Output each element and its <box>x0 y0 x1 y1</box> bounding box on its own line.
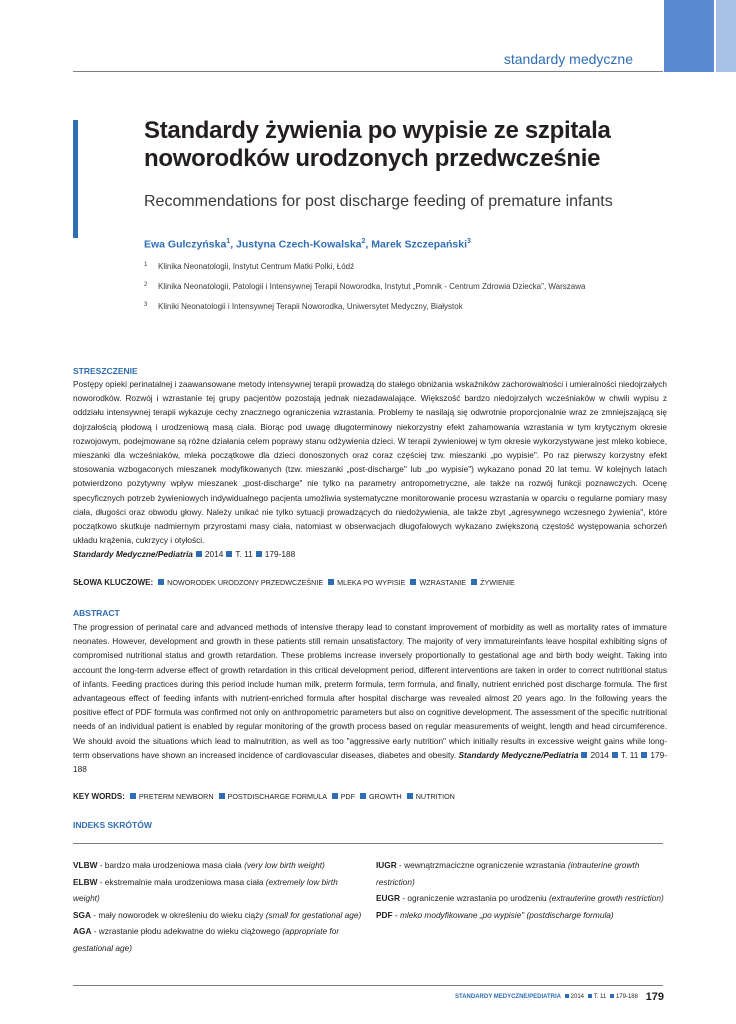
title-accent-bar <box>73 120 78 238</box>
title-line-1: Standardy żywienia po wypisie ze szpitala <box>144 117 611 144</box>
article-title <box>144 117 704 173</box>
square-bullet-icon <box>610 994 614 998</box>
square-bullet-icon <box>219 793 225 799</box>
square-bullet-icon <box>158 579 164 585</box>
streszczenie-keywords <box>73 578 515 587</box>
article-subtitle: Recommendations for post discharge feeding of premature infants <box>144 193 613 210</box>
square-bullet-icon <box>612 752 618 758</box>
abbreviation-desc: - wewnątrzmaciczne ograniczenie wzrastania <box>396 860 568 870</box>
corner-block-dark <box>664 0 714 72</box>
citation-pages: 179-188 <box>73 749 667 775</box>
author-list: Ewa Gulczyńska$^1$, Justyna Czech-Kowalska$^2$, Marek Szczepański$^3$ <box>144 238 471 251</box>
page-footer <box>455 991 664 1003</box>
abbreviation-key: SGA <box>73 909 91 920</box>
footer-pages: 179-188 <box>615 994 638 1000</box>
citation-volume: T. 11 <box>620 749 639 760</box>
square-bullet-icon <box>471 579 477 585</box>
keyword: NUTRITION <box>415 792 455 801</box>
abbreviation-english: (very low birth weight) <box>244 860 325 870</box>
abbreviation-english: (appropriate for gestational age) <box>73 926 340 953</box>
square-bullet-icon <box>332 793 338 799</box>
abbreviations-right-column <box>376 857 666 923</box>
corner-block-light <box>716 0 736 72</box>
square-bullet-icon <box>360 793 366 799</box>
author-name: Ewa Gulczyńska <box>144 238 227 251</box>
square-bullet-icon <box>196 551 202 557</box>
abbreviation-entry <box>73 857 363 874</box>
abbreviation-key: VLBW <box>73 860 98 870</box>
abbreviation-desc: - ekstremalnie mała urodzeniowa masa ciała <box>97 876 266 887</box>
square-bullet-icon <box>641 752 647 758</box>
abbreviation-entry <box>73 874 363 907</box>
corner-decoration <box>664 0 736 72</box>
abbreviations-left-column <box>73 857 363 956</box>
abbreviation-key: AGA <box>73 926 92 936</box>
abbreviation-english: (extrauterine growth restriction) <box>548 893 664 903</box>
header-divider <box>73 71 663 72</box>
footer-section: /PEDIATRIA <box>527 994 561 1000</box>
keyword: PRETERM NEWBORN <box>138 792 214 801</box>
abbreviation-key: ELBW <box>73 876 98 887</box>
author-affil-ref: 3 <box>466 238 471 245</box>
abstract-keywords <box>73 792 455 801</box>
footer-divider <box>73 985 663 986</box>
journal-section-label: standardy medyczne <box>503 51 633 67</box>
streszczenie-body <box>73 377 667 562</box>
abstract-body <box>73 620 667 776</box>
square-bullet-icon <box>226 551 232 557</box>
keyword: WZRASTANIE <box>419 578 467 587</box>
abbreviation-english: (small for gestational age) <box>265 909 362 920</box>
affiliation-text: Kliniki Neonatologii i Intensywnej Terapii Noworodka, Uniwersytet Medyczny, Białystok <box>158 302 463 311</box>
affiliation <box>144 262 354 271</box>
abstract-heading: ABSTRACT <box>73 608 120 618</box>
abbreviation-english: (extremely low birth weight) <box>73 876 338 903</box>
square-bullet-icon <box>328 579 334 585</box>
abbreviation-desc: - bardzo mała urodzeniowa masa ciała <box>97 860 245 870</box>
keywords-label: SŁOWA KLUCZOWE: <box>73 578 154 587</box>
abbreviation-key: EUGR <box>376 893 400 903</box>
affiliation-number: 3 <box>144 302 148 308</box>
affiliation-number: 2 <box>144 282 148 288</box>
keywords-label: KEY WORDS: <box>73 792 125 801</box>
keyword: MLEKA PO WYPISIE <box>337 578 406 587</box>
abbreviation-english: mleko modyfikowane „po wypisie" (postdischarge formula) <box>399 909 614 920</box>
abbreviation-desc: - wzrastanie płodu adekwatne do wieku ciążowego <box>91 926 283 936</box>
citation-volume: T. 11 <box>235 549 253 560</box>
square-bullet-icon <box>588 994 592 998</box>
square-bullet-icon <box>407 793 413 799</box>
footer-journal: STANDARDY MEDYCZNE <box>454 994 528 1000</box>
affiliation <box>144 282 585 291</box>
author-name: Marek Szczepański <box>371 238 467 251</box>
streszczenie-text: Postępy opieki perinatalnej i zaawansowane metody intensywnej terapii prowadzą do stałego obniżania wskaźników zachorowalności i umieralności niedojrzałych noworodków. Rozwój i wzrastanie tej grupy pacjentów pozostają jednak niezadawalające. Większość bardzo niedojrzałych wcześniaków w chwili wypisu z oddziału intensywnej terapii wykazuje cechy znacznego ograniczenia wzrastania. Problemy te nasilają się odwrotnie proporcjonalnie wraz ze zmniejszającą się dojrzałością płodową i urodzeniową masą ciała. Biorąc pod uwagę długoterminowy niekorzystny efekt zahamowania wzrastania w tym krytycznym okresie rozwojowym, podejmowane są różne działania celem poprawy stanu odżywienia dzieci. W terapii żywieniowej w tym okresie wykorzystywane jest mleko kobiece, mieszanki dla wcześniaków, mleka początkowe dla dzieci donoszonych oraz coraz częściej tzw. mieszanki „po wypisie". Po raz pierwszy korzystny efekt stosowania wzbogaconych mieszanek modyfikowanych (tzw. mieszanki „post-discharge" lub „po wypisie") wykazano ponad 20 lat temu. W kolejnych latach potwierdzono pozytywny wpływ mieszanek „post-discharge" nie tylko na parametry antropometryczne, ale także na rozwój funkcji poznawczych. Ocenę specyficznych potrzeb żywieniowych indywidualnego pacjenta umożliwia systematyczne monitorowanie procesu wzrastania w oparciu o regularne pomiary masy ciała, długości oraz obwodu głowy. Należy unikać nie tylko sytuacji prowadzących do niedożywienia, ale także zbyt „agresywnego wczesnego żywienia", które początkowo skutkuje nadmiernym przyrostami masy ciała, natomiast w obserwacjach długofalowych wykazano zwiększoną częstość występowania schorzeń układu krążenia, cukrzycy i otyłości. <box>73 379 667 546</box>
author-name: Justyna Czech-Kowalska <box>236 238 362 251</box>
abbreviation-entry <box>376 890 666 907</box>
affiliation-number: 1 <box>144 262 148 268</box>
page-number: 179 <box>645 991 664 1003</box>
square-bullet-icon <box>130 793 136 799</box>
abbreviation-desc: - mały noworodek w określeniu do wieku ciąży <box>90 909 266 920</box>
keyword: NOWORODEK URODZONY PRZEDWCZEŚNIE <box>167 578 324 587</box>
keyword: GROWTH <box>368 792 402 801</box>
abbreviation-entry <box>376 907 666 924</box>
streszczenie-heading: STRESZCZENIE <box>73 366 138 376</box>
abbreviation-desc: - ograniczenie wzrastania po urodzeniu <box>399 893 549 903</box>
citation-year: 2014 <box>590 749 609 760</box>
citation-year: 2014 <box>204 549 224 560</box>
author-affil-ref: 2 <box>361 238 366 245</box>
abbreviations-heading: INDEKS SKRÓTÓW <box>73 820 152 830</box>
abstract-text: The progression of perinatal care and advanced methods of intensive therapy lead to constant improvement of morbidity as well as mortality rates of immature neonates. However, development and growth in these patients still remain unsatisfactory. The majority of very immatureinfants leave hospital exhibiting signs of compromised nutritional status and growth retardation. These problems increase inversely proportionally to gestational age and birth body weight. Taking into account the long-term adverse effect of growth retardation in this critical development period, different interventions are taken in order to correct nutritional status of infants. Feeding practices during this period include human milk, preterm formula, term formula, and finally, nutrient enriched post discharge formula. The first advantageous effect of feeding infants with nutrient-enriched formula after hospital discharge was revealed almost 20 years ago. In the following years the positive effect of PDF formula was confirmed not only on anthropometric parameters but also on cognitive development. The assessment of the specific nutritional needs of an individual patient is enabled by regular monitoring of the growth process based on regular measurements of weight, length and head circumference. We should avoid the situations which lead to malnutrition, as well as too "aggressive early nutrition" which initially results in excessive weight gains while long-term observations have shown an increased incidence of cardiovascular diseases, diabetes and obesity. <box>73 622 667 760</box>
citation-journal: Standardy Medyczne/Pediatria <box>73 549 193 560</box>
keyword: ŻYWIENIE <box>480 578 515 587</box>
square-bullet-icon <box>410 579 416 585</box>
abbreviation-desc: - <box>392 909 400 920</box>
author-affil-ref: 1 <box>226 238 231 245</box>
abbreviation-english: (intrauterine growth restriction) <box>376 860 640 887</box>
keyword: PDF <box>340 792 355 801</box>
citation-journal: Standardy Medyczne/Pediatria <box>458 749 579 760</box>
square-bullet-icon <box>565 994 569 998</box>
title-line-2: noworodków urodzonych przedwcześnie <box>144 145 601 172</box>
affiliation-text: Klinika Neonatologii, Patologii i Intensywnej Terapii Noworodka, Instytut „Pomnik - Centrum Zdrowia Dziecka", Warszawa <box>158 282 586 291</box>
square-bullet-icon <box>256 551 262 557</box>
affiliation <box>144 302 463 311</box>
square-bullet-icon <box>581 752 587 758</box>
citation-pages: 179-188 <box>264 549 296 560</box>
abbreviation-entry <box>73 907 363 924</box>
abbreviation-entry <box>73 923 363 956</box>
abbreviation-key: IUGR <box>376 860 397 870</box>
footer-volume: T. 11 <box>593 994 607 1000</box>
footer-year: 2014 <box>570 994 585 1000</box>
affiliation-text: Klinika Neonatologii, Instytut Centrum Matki Polki, Łódź <box>158 262 355 271</box>
abbreviations-divider <box>73 843 663 844</box>
abbreviation-entry <box>376 857 666 890</box>
keyword: POSTDISCHARGE FORMULA <box>227 792 327 801</box>
abbreviation-key: PDF <box>376 909 393 920</box>
